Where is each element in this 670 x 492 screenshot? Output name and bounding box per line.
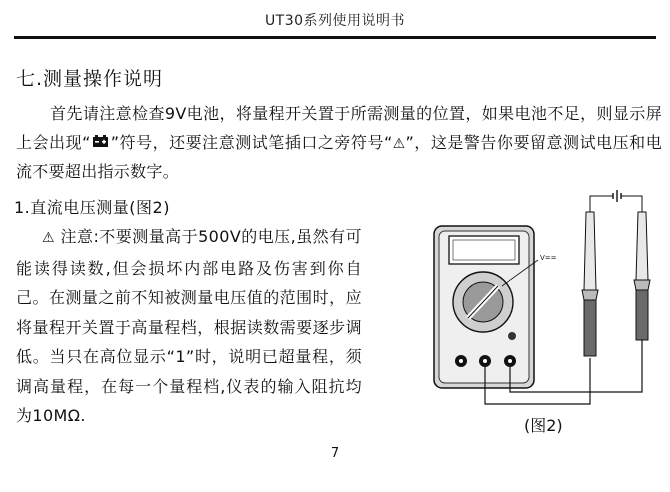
warning-triangle-icon: ⚠ [392,135,406,152]
section-title: 七.测量操作说明 [16,68,164,90]
subsection-body [16,222,362,431]
intro-text-part1: 首先请注意检查9V电池，将量程开关置于所需测量的位置，如果电池不足，则显示屏上会出现“ [16,104,662,152]
dc-source-icon [613,190,621,202]
figure-caption: (图2) [524,416,563,435]
source-wire [621,196,642,200]
source-wire [590,196,613,200]
subsection-title: 1.直流电压测量(图2) [14,198,170,217]
test-probe-icon [582,200,598,356]
dc-voltage-measurement-diagram [430,190,660,440]
warning-triangle-icon: ⚠ [42,230,55,246]
subsection-text: 注意:不要测量高于500V的电压,虽然有可能读得读数,但会损坏内部电路及伤害到你自己。在测量之前不知被测量电压值的范围时，应将量程开关置于高量程档，根据读数需要逐步调低。当只在高位显示“1”时，说明已超量程，须调高量程，在每一个量程档,仪表的输入阻抗均为10MΩ. [16,227,362,425]
page-number: 7 [330,446,340,461]
battery-icon [91,134,111,149]
page-header-title: UT30系列使用说明书 [264,13,406,29]
header-divider [14,36,656,39]
intro-text-part2: ”符号，还要注意测试笔插口之旁符号“ [110,132,393,152]
multimeter-illustration [434,226,538,388]
intro-text-part3: ”，这是警告你要留意测试电压和电流不要超出指示数字。 [16,132,663,181]
test-probe-icon [634,200,650,340]
vdc-label: V== [540,254,557,262]
intro-paragraph [16,100,662,187]
